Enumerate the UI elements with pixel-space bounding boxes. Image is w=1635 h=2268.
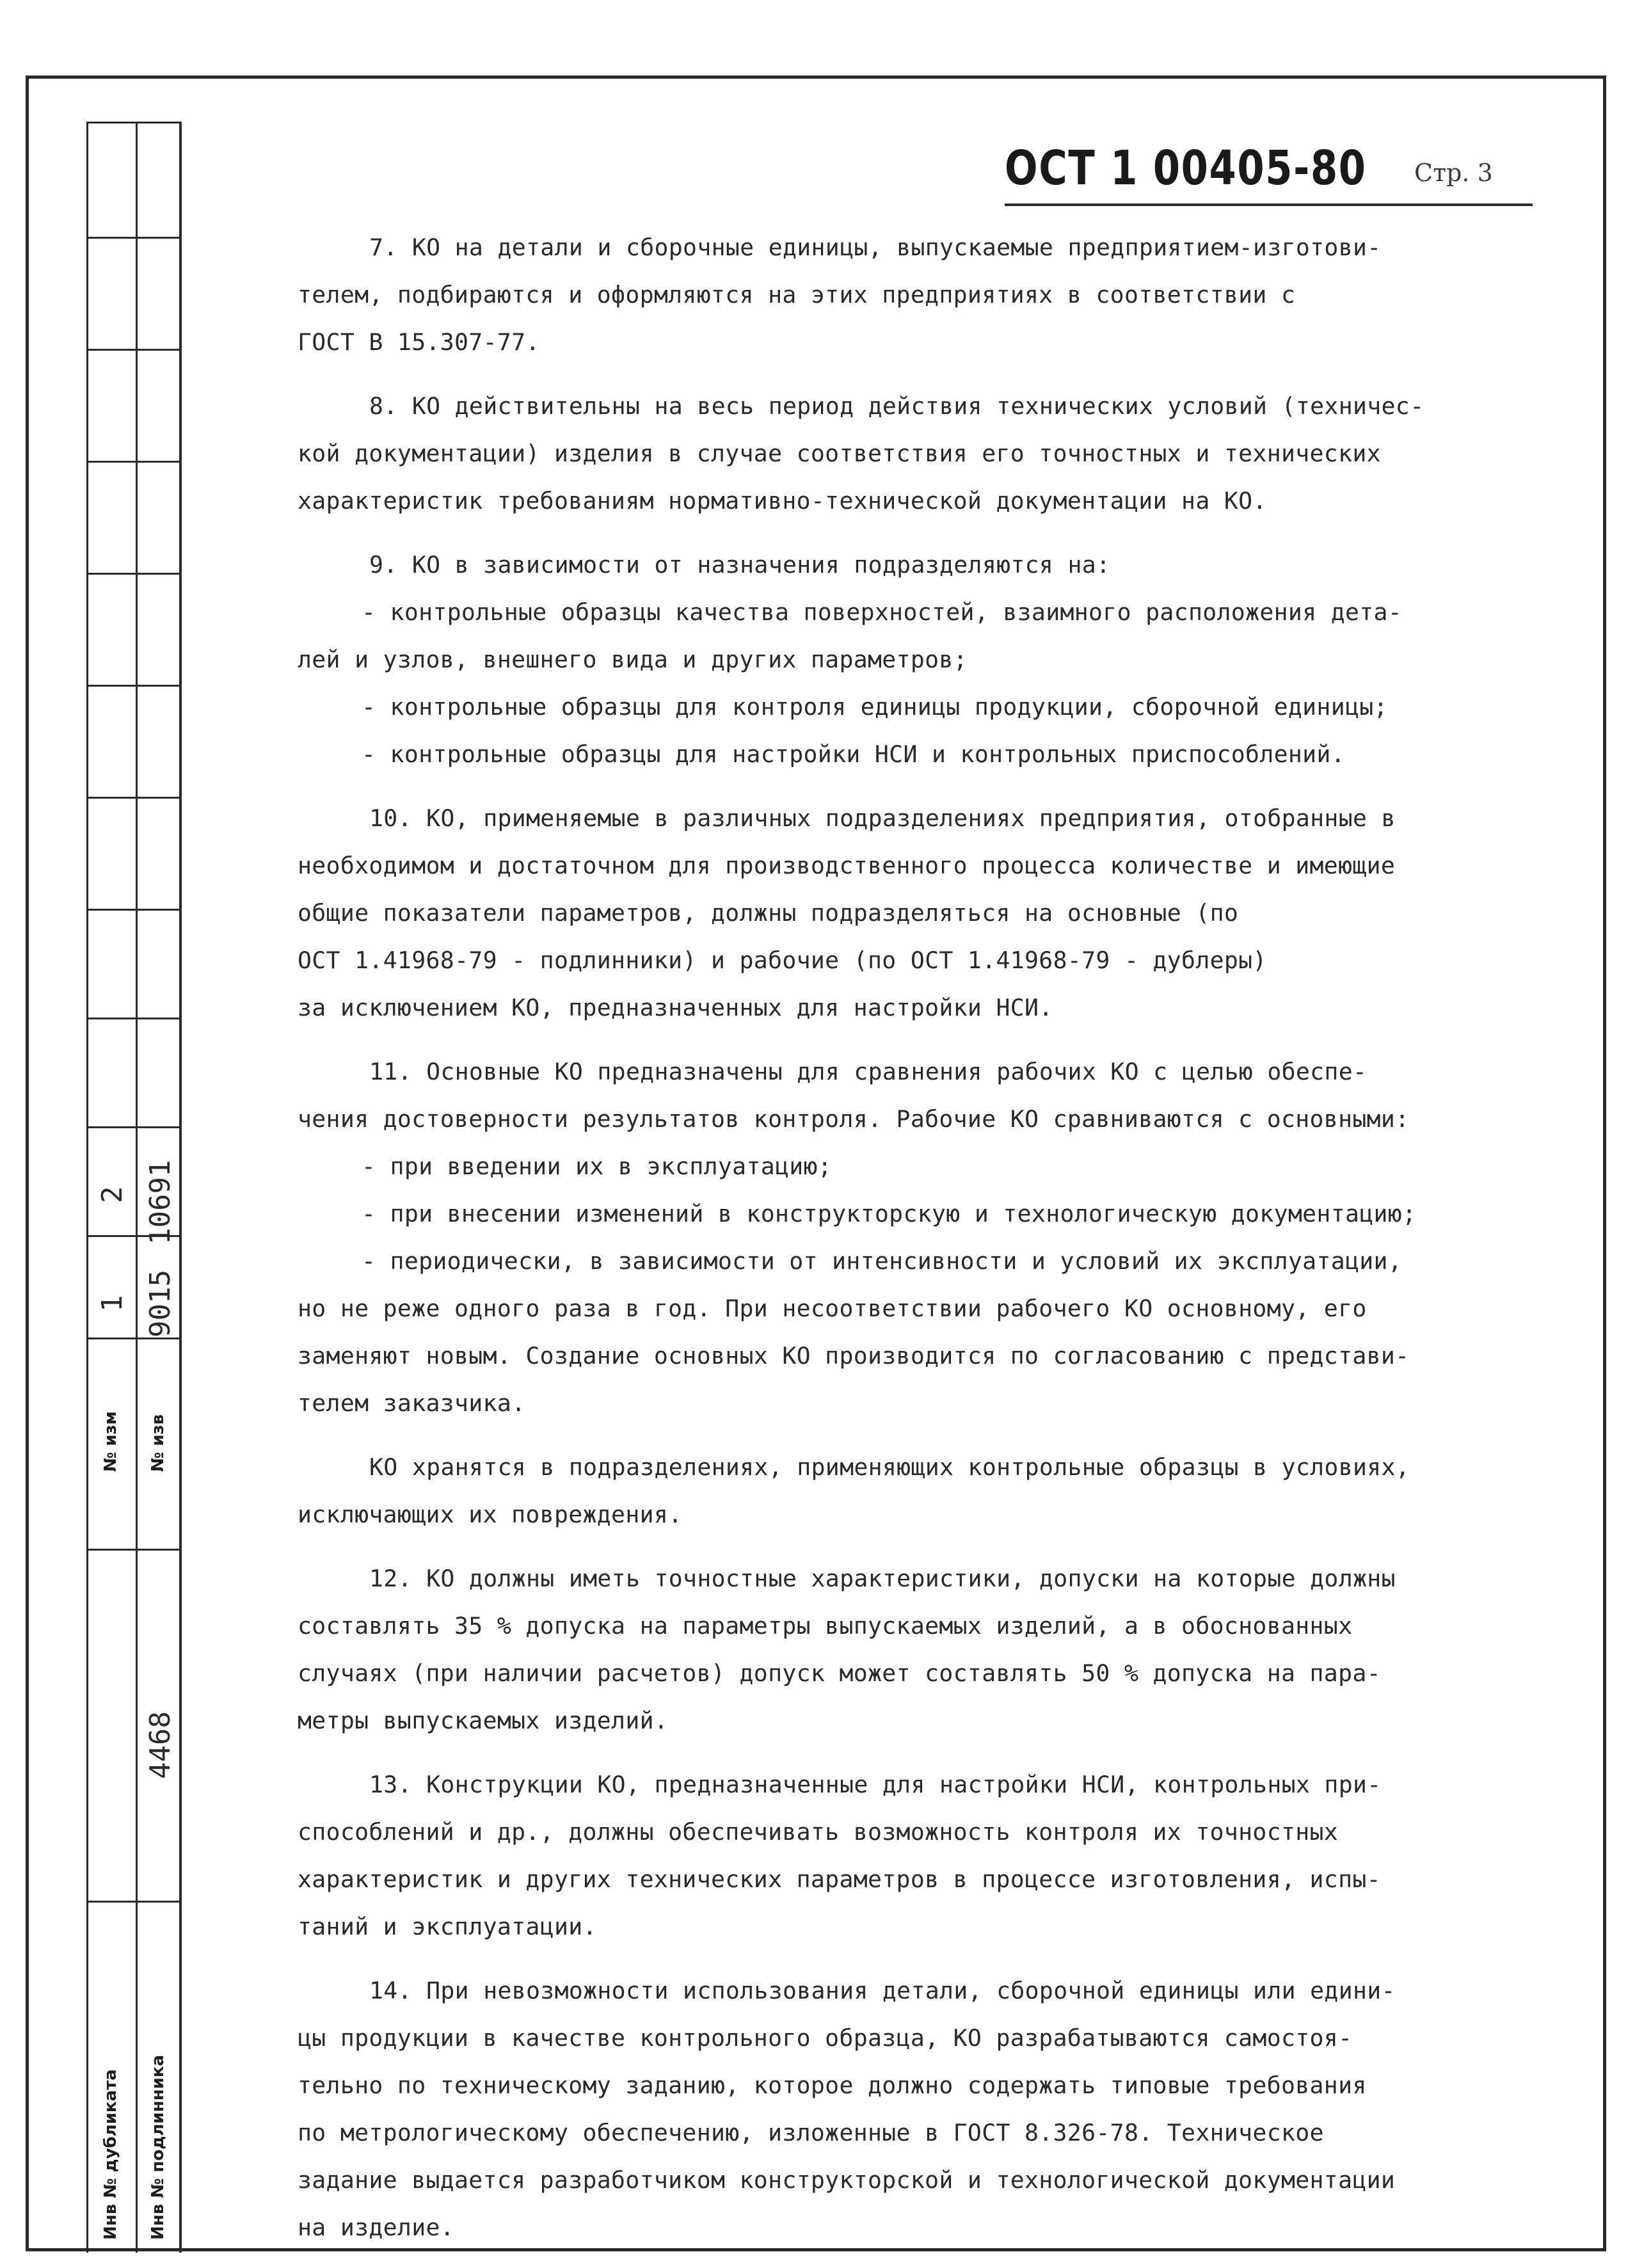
text-line: но не реже одного раза в год. При несоответствии рабочего КО основному, его <box>298 1295 1367 1322</box>
text-line: 12. КО должны иметь точностные характеристики, допуски на которые должны <box>369 1565 1396 1592</box>
clause-11-storage <box>298 1444 1481 1538</box>
list-item: - периодически, в зависимости от интенсивности и условий их эксплуатации, <box>362 1247 1403 1275</box>
header-underline <box>1005 204 1533 206</box>
text-line: составлять 35 % допуска на параметры выпускаемых изделий, а в обоснованных <box>298 1612 1353 1640</box>
notice-number-label: № изв <box>148 1414 168 1472</box>
margin-strip-line <box>86 797 179 799</box>
revision-number-1: 1 <box>96 1295 129 1312</box>
text-line: метры выпускаемых изделий. <box>298 1707 669 1734</box>
margin-strip-line <box>86 573 179 575</box>
text-line: 7. КО на детали и сборочные единицы, выпускаемые предприятием-изготови- <box>369 234 1382 261</box>
duplicate-inventory-label: Инв № дубликата <box>101 2069 120 2240</box>
clause-7 <box>298 224 1481 366</box>
margin-strip-line <box>86 1549 179 1551</box>
text-line: способлений и др., должны обеспечивать возможность контроля их точностных <box>298 1818 1339 1846</box>
text-line: общие показатели параметров, должны подразделяться на основные (по <box>298 899 1239 927</box>
text-line: по метрологическому обеспечению, изложенные в ГОСТ 8.326-78. Техническое <box>298 2119 1324 2146</box>
text-line: исключающих их повреждения. <box>298 1501 683 1528</box>
text-line: необходимом и достаточном для производственного процесса количестве и имеющие <box>298 852 1396 879</box>
text-line: 10. КО, применяемые в различных подразделениях предприятия, отобранные в <box>369 804 1396 832</box>
text-line: 14. При невозможности использования детали, сборочной единицы или едини- <box>369 1977 1396 2004</box>
document-code: ОСТ 1 00405-80 <box>1005 141 1367 196</box>
clause-14 <box>298 1967 1481 2251</box>
margin-strip-line <box>86 461 179 463</box>
revision-number-label: № изм <box>101 1411 120 1472</box>
text-line: телем, подбираются и оформляются на этих предприятиях в соответствии с <box>298 281 1296 308</box>
clause-9 <box>298 541 1481 778</box>
text-line: заменяют новым. Создание основных КО производится по согласованию с представи- <box>298 1342 1410 1370</box>
clause-12 <box>298 1555 1481 1745</box>
margin-strip-line <box>86 1901 179 1903</box>
original-inventory-label: Инв № подлинника <box>148 2055 168 2240</box>
clause-11 <box>298 1048 1481 1427</box>
original-inventory-number: 4468 <box>144 1711 177 1779</box>
text-area-border <box>179 122 182 2253</box>
text-line: кой документации) изделия в случае соответствия его точностных и технических <box>298 440 1381 467</box>
text-line: на изделие. <box>298 2214 455 2241</box>
text-line: 13. Конструкции КО, предназначенные для настройки НСИ, контрольных при- <box>369 1771 1382 1798</box>
page-number: Стр. 3 <box>1414 159 1493 187</box>
notice-number-1: 9015 <box>144 1270 177 1338</box>
clause-8 <box>298 383 1481 525</box>
text-line: случаях (при наличии расчетов) допуск может составлять 50 % допуска на пара- <box>298 1659 1381 1687</box>
text-line: характеристик требованиям нормативно-технической документации на КО. <box>298 487 1267 515</box>
margin-strip-line <box>86 237 179 239</box>
text-line: ГОСТ В 15.307-77. <box>298 328 540 356</box>
text-line: 9. КО в зависимости от назначения подразделяются на: <box>369 551 1111 579</box>
list-item: - контрольные образцы качества поверхностей, взаимного расположения дета- <box>362 598 1403 626</box>
text-line: телем заказчика. <box>298 1389 526 1417</box>
text-line: 11. Основные КО предназначены для сравнения рабочих КО с целью обеспе- <box>369 1058 1368 1085</box>
clause-13 <box>298 1761 1481 1951</box>
text-line: тельно по техническому заданию, которое должно содержать типовые требования <box>298 2072 1367 2099</box>
text-line: характеристик и других технических параметров в процессе изготовления, испы- <box>298 1865 1381 1893</box>
list-item: - при введении их в эксплуатацию; <box>362 1153 833 1180</box>
revision-number-2: 2 <box>96 1186 129 1203</box>
text-line: таний и эксплуатации. <box>298 1913 597 1940</box>
text-line: чения достоверности результатов контроля. Рабочие КО сравниваются с основными: <box>298 1105 1410 1133</box>
document-body <box>298 224 1481 2268</box>
list-item: - контрольные образцы для контроля единицы продукции, сборочной единицы; <box>362 693 1388 721</box>
text-line: цы продукции в качестве контрольного образца, КО разрабатываются самостоя- <box>298 2024 1353 2052</box>
text-line: за исключением КО, предназначенных для настройки НСИ. <box>298 994 1053 1021</box>
margin-strip-line <box>86 1338 179 1339</box>
notice-number-2: 10691 <box>144 1160 177 1245</box>
margin-strip-line <box>86 122 179 124</box>
text-line: КО хранятся в подразделениях, применяющих контрольные образцы в условиях, <box>369 1453 1410 1481</box>
text-line: лей и узлов, внешнего вида и других параметров; <box>298 646 968 673</box>
margin-strip-line <box>86 1126 179 1128</box>
margin-strip-line <box>86 1018 179 1019</box>
text-line: ОСТ 1.41968-79 - подлинники) и рабочие (по ОСТ 1.41968-79 - дублеры) <box>298 946 1267 974</box>
list-item: - контрольные образцы для настройки НСИ и контрольных приспособлений. <box>362 740 1345 768</box>
margin-strip-line <box>86 349 179 351</box>
margin-strip-line <box>86 685 179 687</box>
margin-strip-line <box>86 909 179 911</box>
text-line: 8. КО действительны на весь период действия технических условий (техничес- <box>369 392 1424 420</box>
list-item: - при внесении изменений в конструкторскую и технологическую документацию; <box>362 1200 1417 1227</box>
margin-strip-outer-line <box>86 122 88 2253</box>
margin-strip-divider <box>136 122 138 2253</box>
page-header <box>998 141 1536 205</box>
clause-10 <box>298 795 1481 1032</box>
text-line: задание выдается разработчиком конструкторской и технологической документации <box>298 2166 1396 2194</box>
